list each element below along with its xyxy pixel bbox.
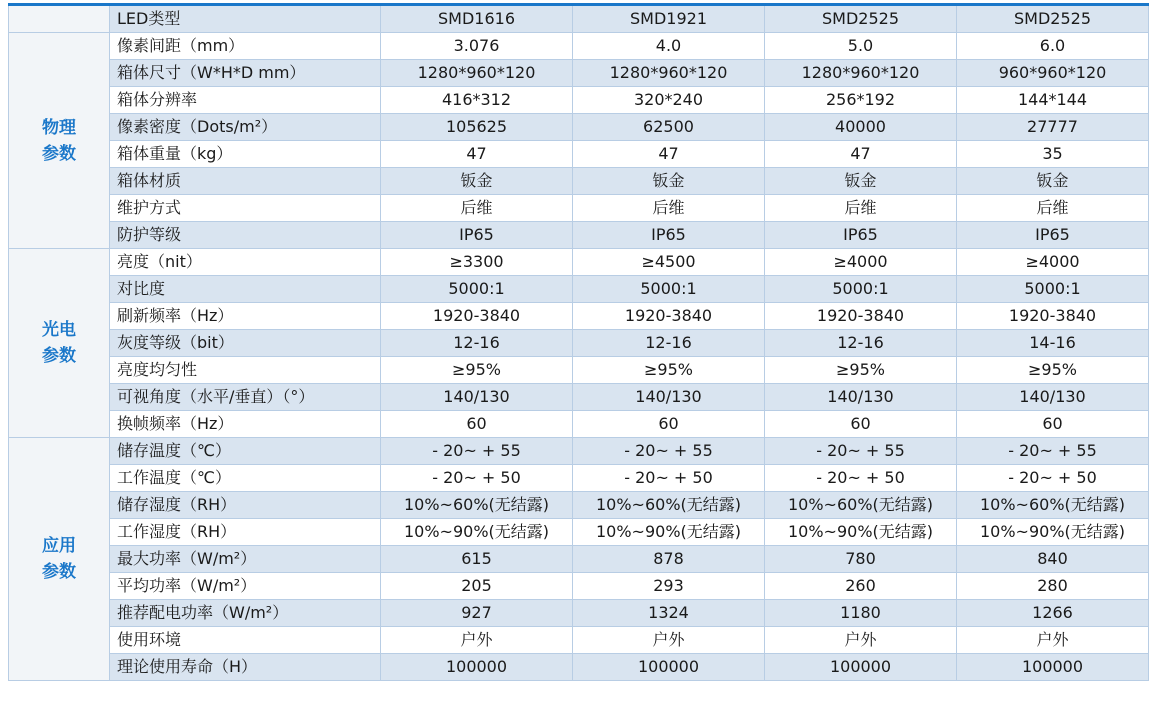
group-title-text: 参数 bbox=[42, 346, 76, 366]
spec-label-cell: 理论使用寿命（H） bbox=[110, 654, 381, 681]
spec-label-cell: 维护方式 bbox=[110, 195, 381, 222]
spec-row bbox=[9, 195, 1149, 222]
spec-row bbox=[9, 276, 1149, 303]
spec-value-cell: 256*192 bbox=[765, 87, 957, 114]
spec-value-cell: 12-16 bbox=[765, 330, 957, 357]
spec-value-cell: 1920-3840 bbox=[957, 303, 1149, 330]
header-label-cell: LED类型 bbox=[110, 5, 381, 33]
spec-label-cell: 灰度等级（bit） bbox=[110, 330, 381, 357]
spec-value-cell: 钣金 bbox=[957, 168, 1149, 195]
spec-label-cell: 箱体尺寸（W*H*D mm） bbox=[110, 60, 381, 87]
spec-label-cell: 储存湿度（RH） bbox=[110, 492, 381, 519]
spec-label-cell: 工作湿度（RH） bbox=[110, 519, 381, 546]
spec-value-cell: ≥95% bbox=[765, 357, 957, 384]
spec-value-cell: 1920-3840 bbox=[573, 303, 765, 330]
spec-label-cell: 可视角度（水平/垂直）（°） bbox=[110, 384, 381, 411]
spec-value-cell: 140/130 bbox=[381, 384, 573, 411]
spec-row bbox=[9, 330, 1149, 357]
spec-value-cell: 1324 bbox=[573, 600, 765, 627]
spec-row bbox=[9, 114, 1149, 141]
spec-value-cell: 5000:1 bbox=[957, 276, 1149, 303]
spec-row bbox=[9, 357, 1149, 384]
spec-value-cell: - 20~ + 55 bbox=[957, 438, 1149, 465]
spec-row bbox=[9, 87, 1149, 114]
spec-value-cell: ≥4000 bbox=[957, 249, 1149, 276]
spec-value-cell: ≥4000 bbox=[765, 249, 957, 276]
spec-value-cell: 35 bbox=[957, 141, 1149, 168]
spec-value-cell: 6.0 bbox=[957, 33, 1149, 60]
spec-value-cell: 14-16 bbox=[957, 330, 1149, 357]
spec-value-cell: 47 bbox=[573, 141, 765, 168]
group-title-text: 参数 bbox=[42, 562, 76, 582]
spec-value-cell: 615 bbox=[381, 546, 573, 573]
spec-value-cell: 户外 bbox=[957, 627, 1149, 654]
spec-value-cell: 10%~90%(无结露) bbox=[765, 519, 957, 546]
spec-row bbox=[9, 249, 1149, 276]
spec-value-cell: 293 bbox=[573, 573, 765, 600]
spec-value-cell: 780 bbox=[765, 546, 957, 573]
spec-label-cell: 像素密度（Dots/m²） bbox=[110, 114, 381, 141]
spec-label-cell: 对比度 bbox=[110, 276, 381, 303]
header-model-cell: SMD1616 bbox=[381, 5, 573, 33]
spec-value-cell: 后维 bbox=[957, 195, 1149, 222]
spec-value-cell: 10%~90%(无结露) bbox=[573, 519, 765, 546]
spec-label-cell: 箱体分辨率 bbox=[110, 87, 381, 114]
spec-row bbox=[9, 573, 1149, 600]
spec-value-cell: 40000 bbox=[765, 114, 957, 141]
spec-value-cell: 280 bbox=[957, 573, 1149, 600]
spec-value-cell: 户外 bbox=[573, 627, 765, 654]
spec-value-cell: 878 bbox=[573, 546, 765, 573]
spec-row bbox=[9, 33, 1149, 60]
spec-label-cell: 箱体重量（kg） bbox=[110, 141, 381, 168]
spec-value-cell: 60 bbox=[765, 411, 957, 438]
spec-row bbox=[9, 60, 1149, 87]
spec-label-cell: 亮度（nit） bbox=[110, 249, 381, 276]
spec-row bbox=[9, 465, 1149, 492]
spec-label-cell: 像素间距（mm） bbox=[110, 33, 381, 60]
spec-value-cell: 后维 bbox=[381, 195, 573, 222]
spec-value-cell: ≥95% bbox=[381, 357, 573, 384]
spec-value-cell: - 20~ + 50 bbox=[573, 465, 765, 492]
spec-value-cell: 10%~90%(无结露) bbox=[381, 519, 573, 546]
spec-label-cell: 最大功率（W/m²） bbox=[110, 546, 381, 573]
spec-value-cell: - 20~ + 50 bbox=[957, 465, 1149, 492]
spec-label-cell: 储存温度（℃） bbox=[110, 438, 381, 465]
group-title-cell bbox=[9, 438, 110, 681]
spec-value-cell: 27777 bbox=[957, 114, 1149, 141]
spec-value-cell: - 20~ + 50 bbox=[765, 465, 957, 492]
spec-value-cell: 1280*960*120 bbox=[381, 60, 573, 87]
spec-value-cell: 钣金 bbox=[381, 168, 573, 195]
spec-value-cell: 1266 bbox=[957, 600, 1149, 627]
spec-label-cell: 平均功率（W/m²） bbox=[110, 573, 381, 600]
spec-value-cell: 1920-3840 bbox=[381, 303, 573, 330]
spec-row bbox=[9, 411, 1149, 438]
spec-value-cell: 后维 bbox=[765, 195, 957, 222]
spec-label-cell: 防护等级 bbox=[110, 222, 381, 249]
spec-row bbox=[9, 384, 1149, 411]
spec-value-cell: - 20~ + 55 bbox=[381, 438, 573, 465]
spec-value-cell: 140/130 bbox=[957, 384, 1149, 411]
spec-row bbox=[9, 654, 1149, 681]
spec-value-cell: IP65 bbox=[765, 222, 957, 249]
group-title-cell bbox=[9, 33, 110, 249]
group-title-text: 应用 bbox=[42, 536, 76, 556]
group-title-text: 物理 bbox=[42, 117, 76, 138]
spec-row bbox=[9, 222, 1149, 249]
spec-value-cell: 5000:1 bbox=[765, 276, 957, 303]
spec-value-cell: 960*960*120 bbox=[957, 60, 1149, 87]
spec-row bbox=[9, 492, 1149, 519]
spec-value-cell: 户外 bbox=[765, 627, 957, 654]
spec-value-cell: 320*240 bbox=[573, 87, 765, 114]
spec-value-cell: 10%~60%(无结露) bbox=[573, 492, 765, 519]
spec-value-cell: 5000:1 bbox=[381, 276, 573, 303]
spec-value-cell: 140/130 bbox=[573, 384, 765, 411]
spec-value-cell: 47 bbox=[381, 141, 573, 168]
spec-value-cell: 4.0 bbox=[573, 33, 765, 60]
spec-value-cell: 60 bbox=[381, 411, 573, 438]
header-row bbox=[9, 5, 1149, 33]
spec-label-cell: 换帧频率（Hz） bbox=[110, 411, 381, 438]
spec-value-cell: 12-16 bbox=[573, 330, 765, 357]
spec-label-cell: 推荐配电功率（W/m²） bbox=[110, 600, 381, 627]
spec-row bbox=[9, 303, 1149, 330]
spec-row bbox=[9, 438, 1149, 465]
spec-value-cell: 钣金 bbox=[765, 168, 957, 195]
spec-value-cell: ≥95% bbox=[957, 357, 1149, 384]
spec-value-cell: 5000:1 bbox=[573, 276, 765, 303]
spec-label-cell: 刷新频率（Hz） bbox=[110, 303, 381, 330]
group-title-text: 光电 bbox=[42, 320, 76, 340]
spec-value-cell: IP65 bbox=[381, 222, 573, 249]
spec-value-cell: - 20~ + 55 bbox=[765, 438, 957, 465]
led-spec-table bbox=[8, 3, 1149, 681]
spec-value-cell: 47 bbox=[765, 141, 957, 168]
group-title-cell bbox=[9, 249, 110, 438]
spec-label-cell: 使用环境 bbox=[110, 627, 381, 654]
spec-value-cell: 840 bbox=[957, 546, 1149, 573]
spec-value-cell: 1280*960*120 bbox=[573, 60, 765, 87]
spec-value-cell: 100000 bbox=[765, 654, 957, 681]
spec-value-cell: ≥4500 bbox=[573, 249, 765, 276]
spec-value-cell: 3.076 bbox=[381, 33, 573, 60]
spec-label-cell: 工作温度（℃） bbox=[110, 465, 381, 492]
spec-value-cell: 105625 bbox=[381, 114, 573, 141]
spec-value-cell: 10%~60%(无结露) bbox=[957, 492, 1149, 519]
spec-value-cell: 144*144 bbox=[957, 87, 1149, 114]
spec-value-cell: 10%~60%(无结露) bbox=[765, 492, 957, 519]
spec-value-cell: 260 bbox=[765, 573, 957, 600]
header-corner-cell bbox=[9, 5, 110, 33]
spec-value-cell: IP65 bbox=[573, 222, 765, 249]
spec-value-cell: 10%~90%(无结露) bbox=[957, 519, 1149, 546]
spec-value-cell: - 20~ + 50 bbox=[381, 465, 573, 492]
spec-label-cell: 箱体材质 bbox=[110, 168, 381, 195]
header-model-cell: SMD2525 bbox=[765, 5, 957, 33]
spec-value-cell: 416*312 bbox=[381, 87, 573, 114]
spec-row bbox=[9, 519, 1149, 546]
header-model-cell: SMD1921 bbox=[573, 5, 765, 33]
spec-value-cell: 10%~60%(无结露) bbox=[381, 492, 573, 519]
spec-value-cell: 100000 bbox=[573, 654, 765, 681]
spec-value-cell: 140/130 bbox=[765, 384, 957, 411]
spec-row bbox=[9, 627, 1149, 654]
spec-value-cell: 1180 bbox=[765, 600, 957, 627]
spec-value-cell: 12-16 bbox=[381, 330, 573, 357]
spec-label-cell: 亮度均匀性 bbox=[110, 357, 381, 384]
spec-value-cell: 1280*960*120 bbox=[765, 60, 957, 87]
spec-value-cell: 100000 bbox=[957, 654, 1149, 681]
spec-row bbox=[9, 546, 1149, 573]
spec-value-cell: 户外 bbox=[381, 627, 573, 654]
spec-row bbox=[9, 168, 1149, 195]
spec-row bbox=[9, 141, 1149, 168]
spec-value-cell: 62500 bbox=[573, 114, 765, 141]
spec-value-cell: 100000 bbox=[381, 654, 573, 681]
spec-value-cell: ≥3300 bbox=[381, 249, 573, 276]
group-title-text: 参数 bbox=[42, 143, 76, 164]
spec-row bbox=[9, 600, 1149, 627]
header-model-cell: SMD2525 bbox=[957, 5, 1149, 33]
spec-value-cell: 5.0 bbox=[765, 33, 957, 60]
spec-value-cell: ≥95% bbox=[573, 357, 765, 384]
spec-value-cell: 60 bbox=[573, 411, 765, 438]
spec-value-cell: 钣金 bbox=[573, 168, 765, 195]
spec-value-cell: 后维 bbox=[573, 195, 765, 222]
spec-value-cell: 1920-3840 bbox=[765, 303, 957, 330]
spec-value-cell: 205 bbox=[381, 573, 573, 600]
spec-value-cell: 60 bbox=[957, 411, 1149, 438]
spec-value-cell: - 20~ + 55 bbox=[573, 438, 765, 465]
spec-value-cell: IP65 bbox=[957, 222, 1149, 249]
spec-value-cell: 927 bbox=[381, 600, 573, 627]
